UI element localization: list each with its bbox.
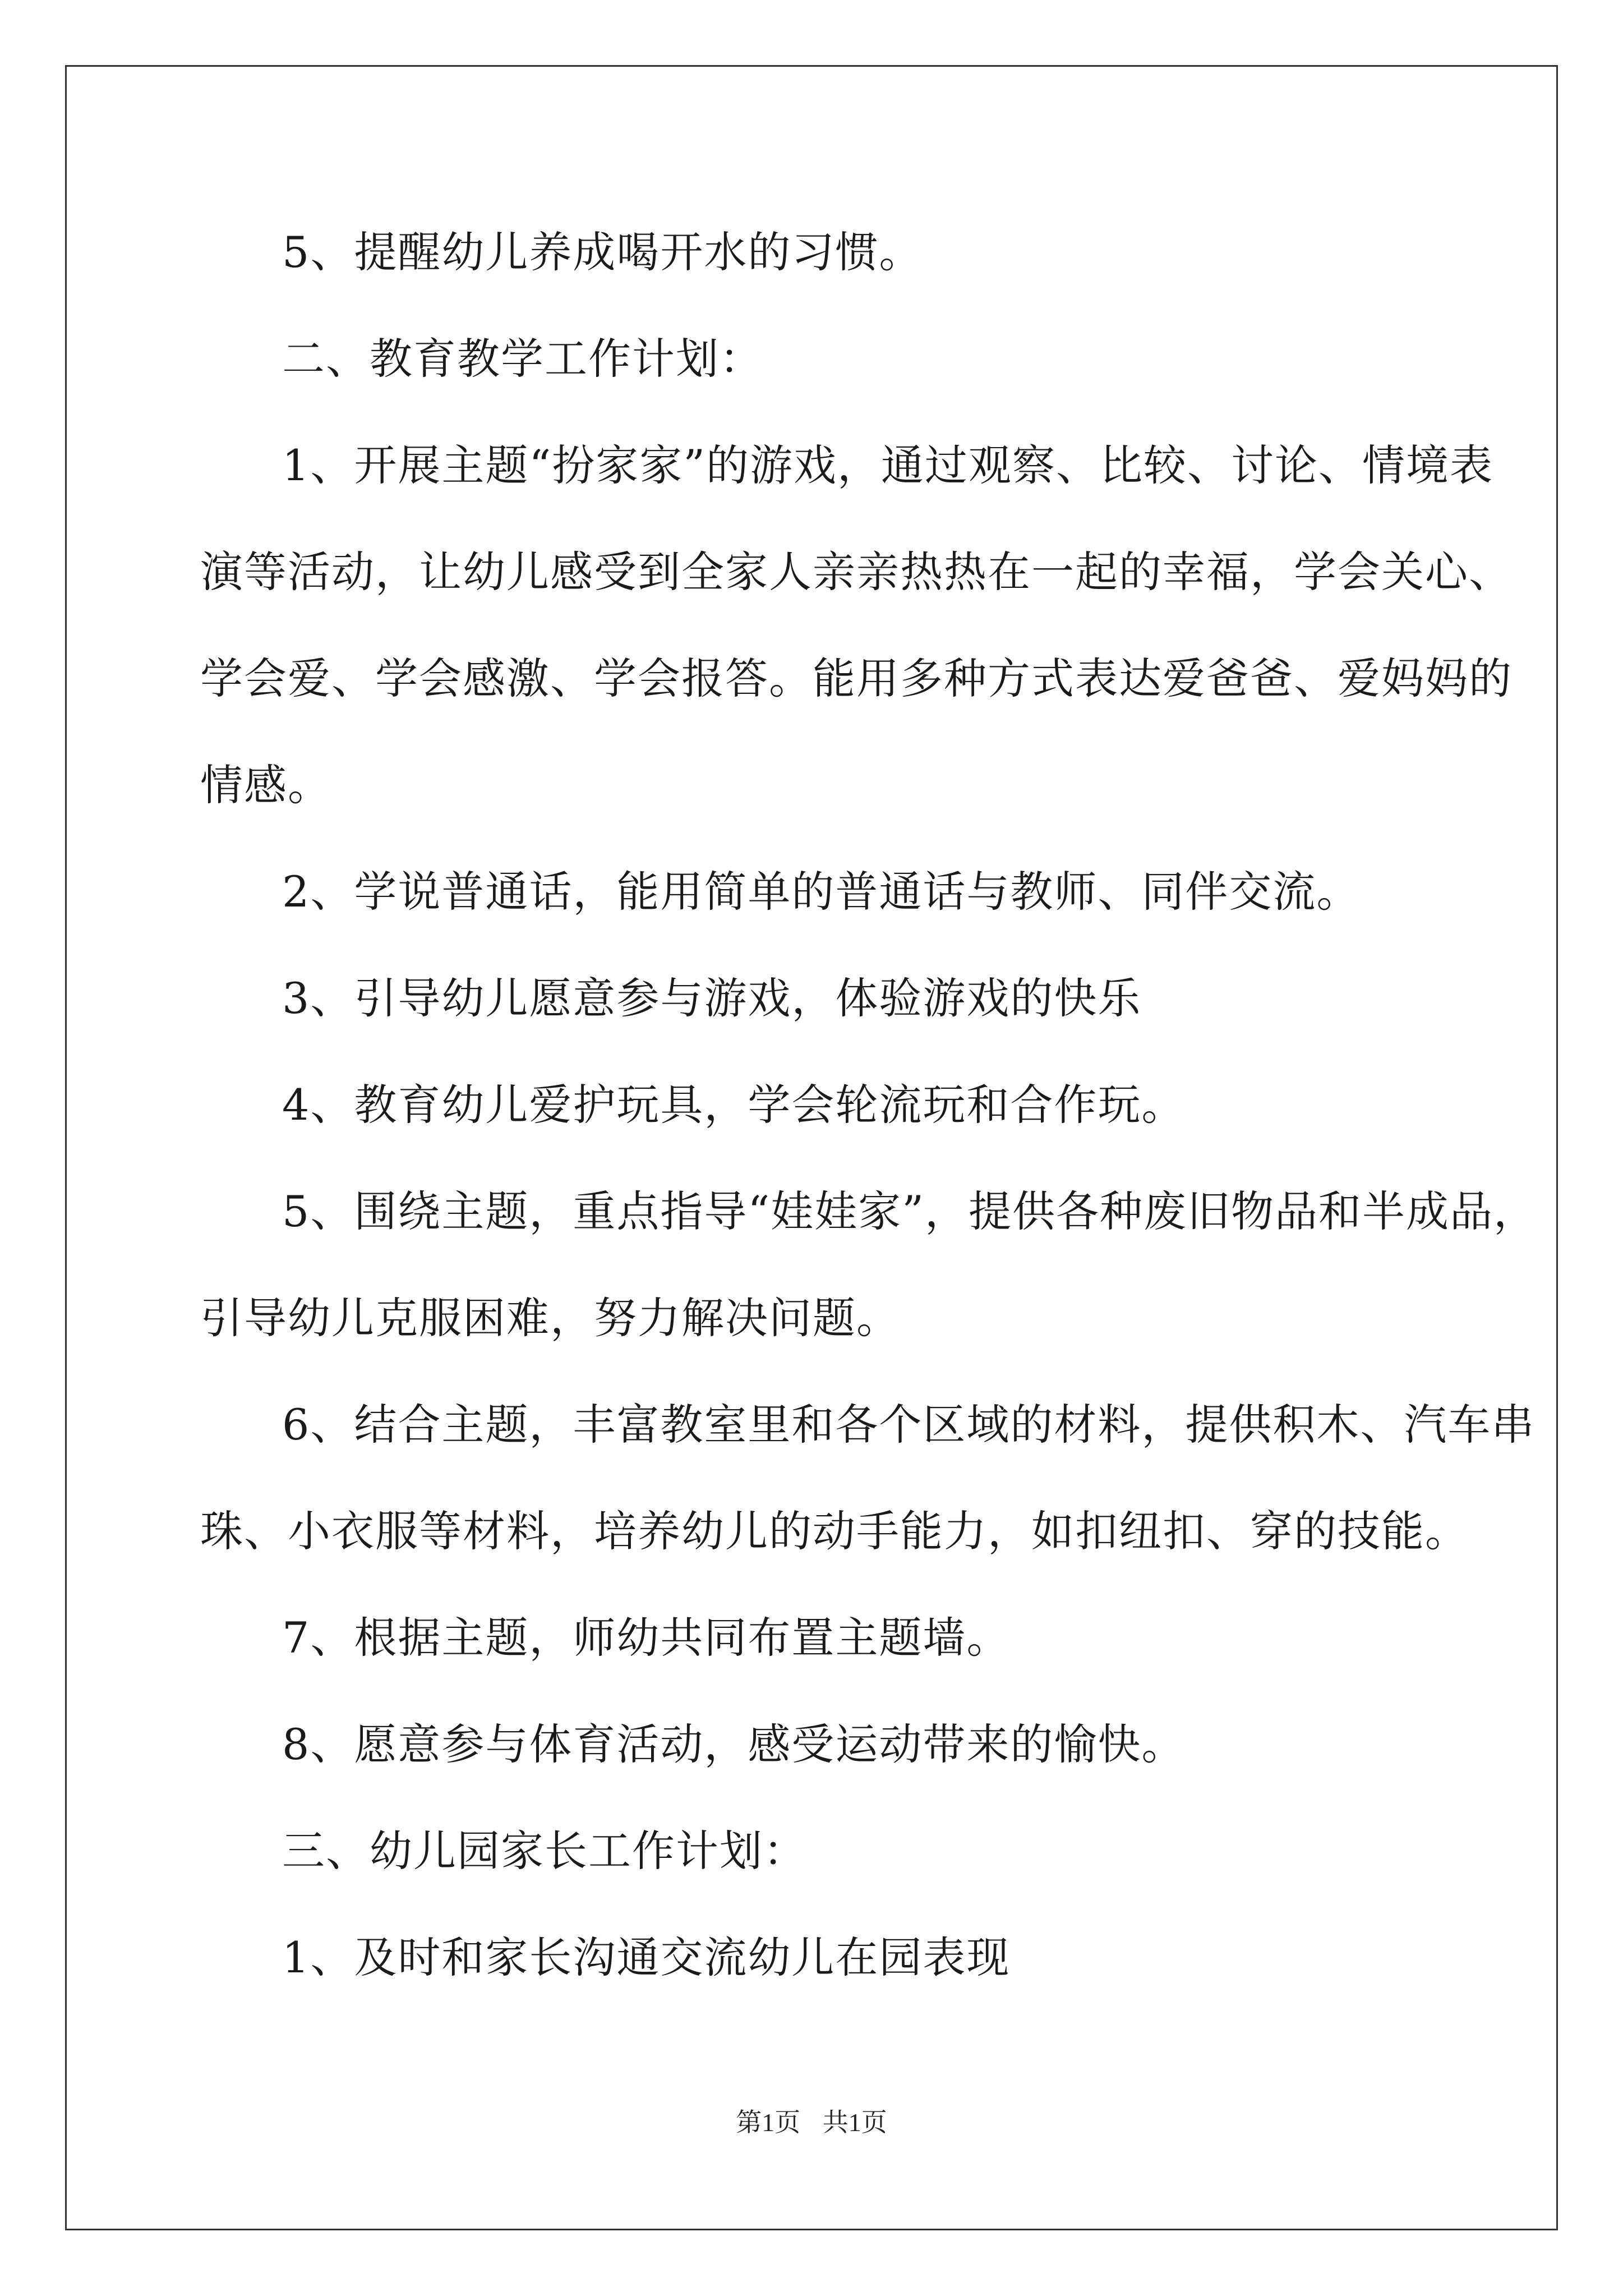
text-line: 珠、小衣服等材料，培养幼儿的动手能力，如扣纽扣、穿的技能。 [200,1506,1469,1556]
text-line: 1、及时和家长沟通交流幼儿在园表现 [282,1932,1011,1982]
text-line: 引导幼儿克服困难，努力解决问题。 [200,1293,900,1343]
page-total: 共1页 [822,2108,887,2137]
page-number: 第1页 [736,2108,801,2137]
page-footer [0,2102,1623,2139]
text-line: 7、根据主题，师幼共同布置主题墙。 [282,1613,1011,1663]
text-line: 2、学说普通话，能用简单的普通话与教师、同伴交流。 [282,867,1361,917]
text-line: 1、开展主题“扮家家”的游戏，通过观察、比较、讨论、情境表 [282,440,1494,490]
text-line: 4、教育幼儿爱护玩具，学会轮流玩和合作玩。 [282,1080,1186,1130]
text-line: 3、引导幼儿愿意参与游戏，体验游戏的快乐 [282,973,1142,1023]
text-line: 演等活动，让幼儿感受到全家人亲亲热热在一起的幸福，学会关心、 [200,547,1513,597]
text-line: 5、提醒幼儿养成喝开水的习惯。 [282,227,923,277]
text-line: 5、围绕主题，重点指导“娃娃家”，提供各种废旧物品和半成品， [282,1186,1538,1236]
text-line: 情感。 [200,760,331,810]
section-heading: 三、幼儿园家长工作计划： [282,1826,807,1876]
text-line: 8、愿意参与体育活动，感受运动带来的愉快。 [282,1719,1186,1769]
text-line: 学会爱、学会感激、学会报答。能用多种方式表达爱爸爸、爱妈妈的 [200,654,1513,703]
text-line: 6、结合主题，丰富教室里和各个区域的材料，提供积木、汽车串 [282,1400,1536,1450]
section-heading: 二、教育教学工作计划： [282,334,763,384]
